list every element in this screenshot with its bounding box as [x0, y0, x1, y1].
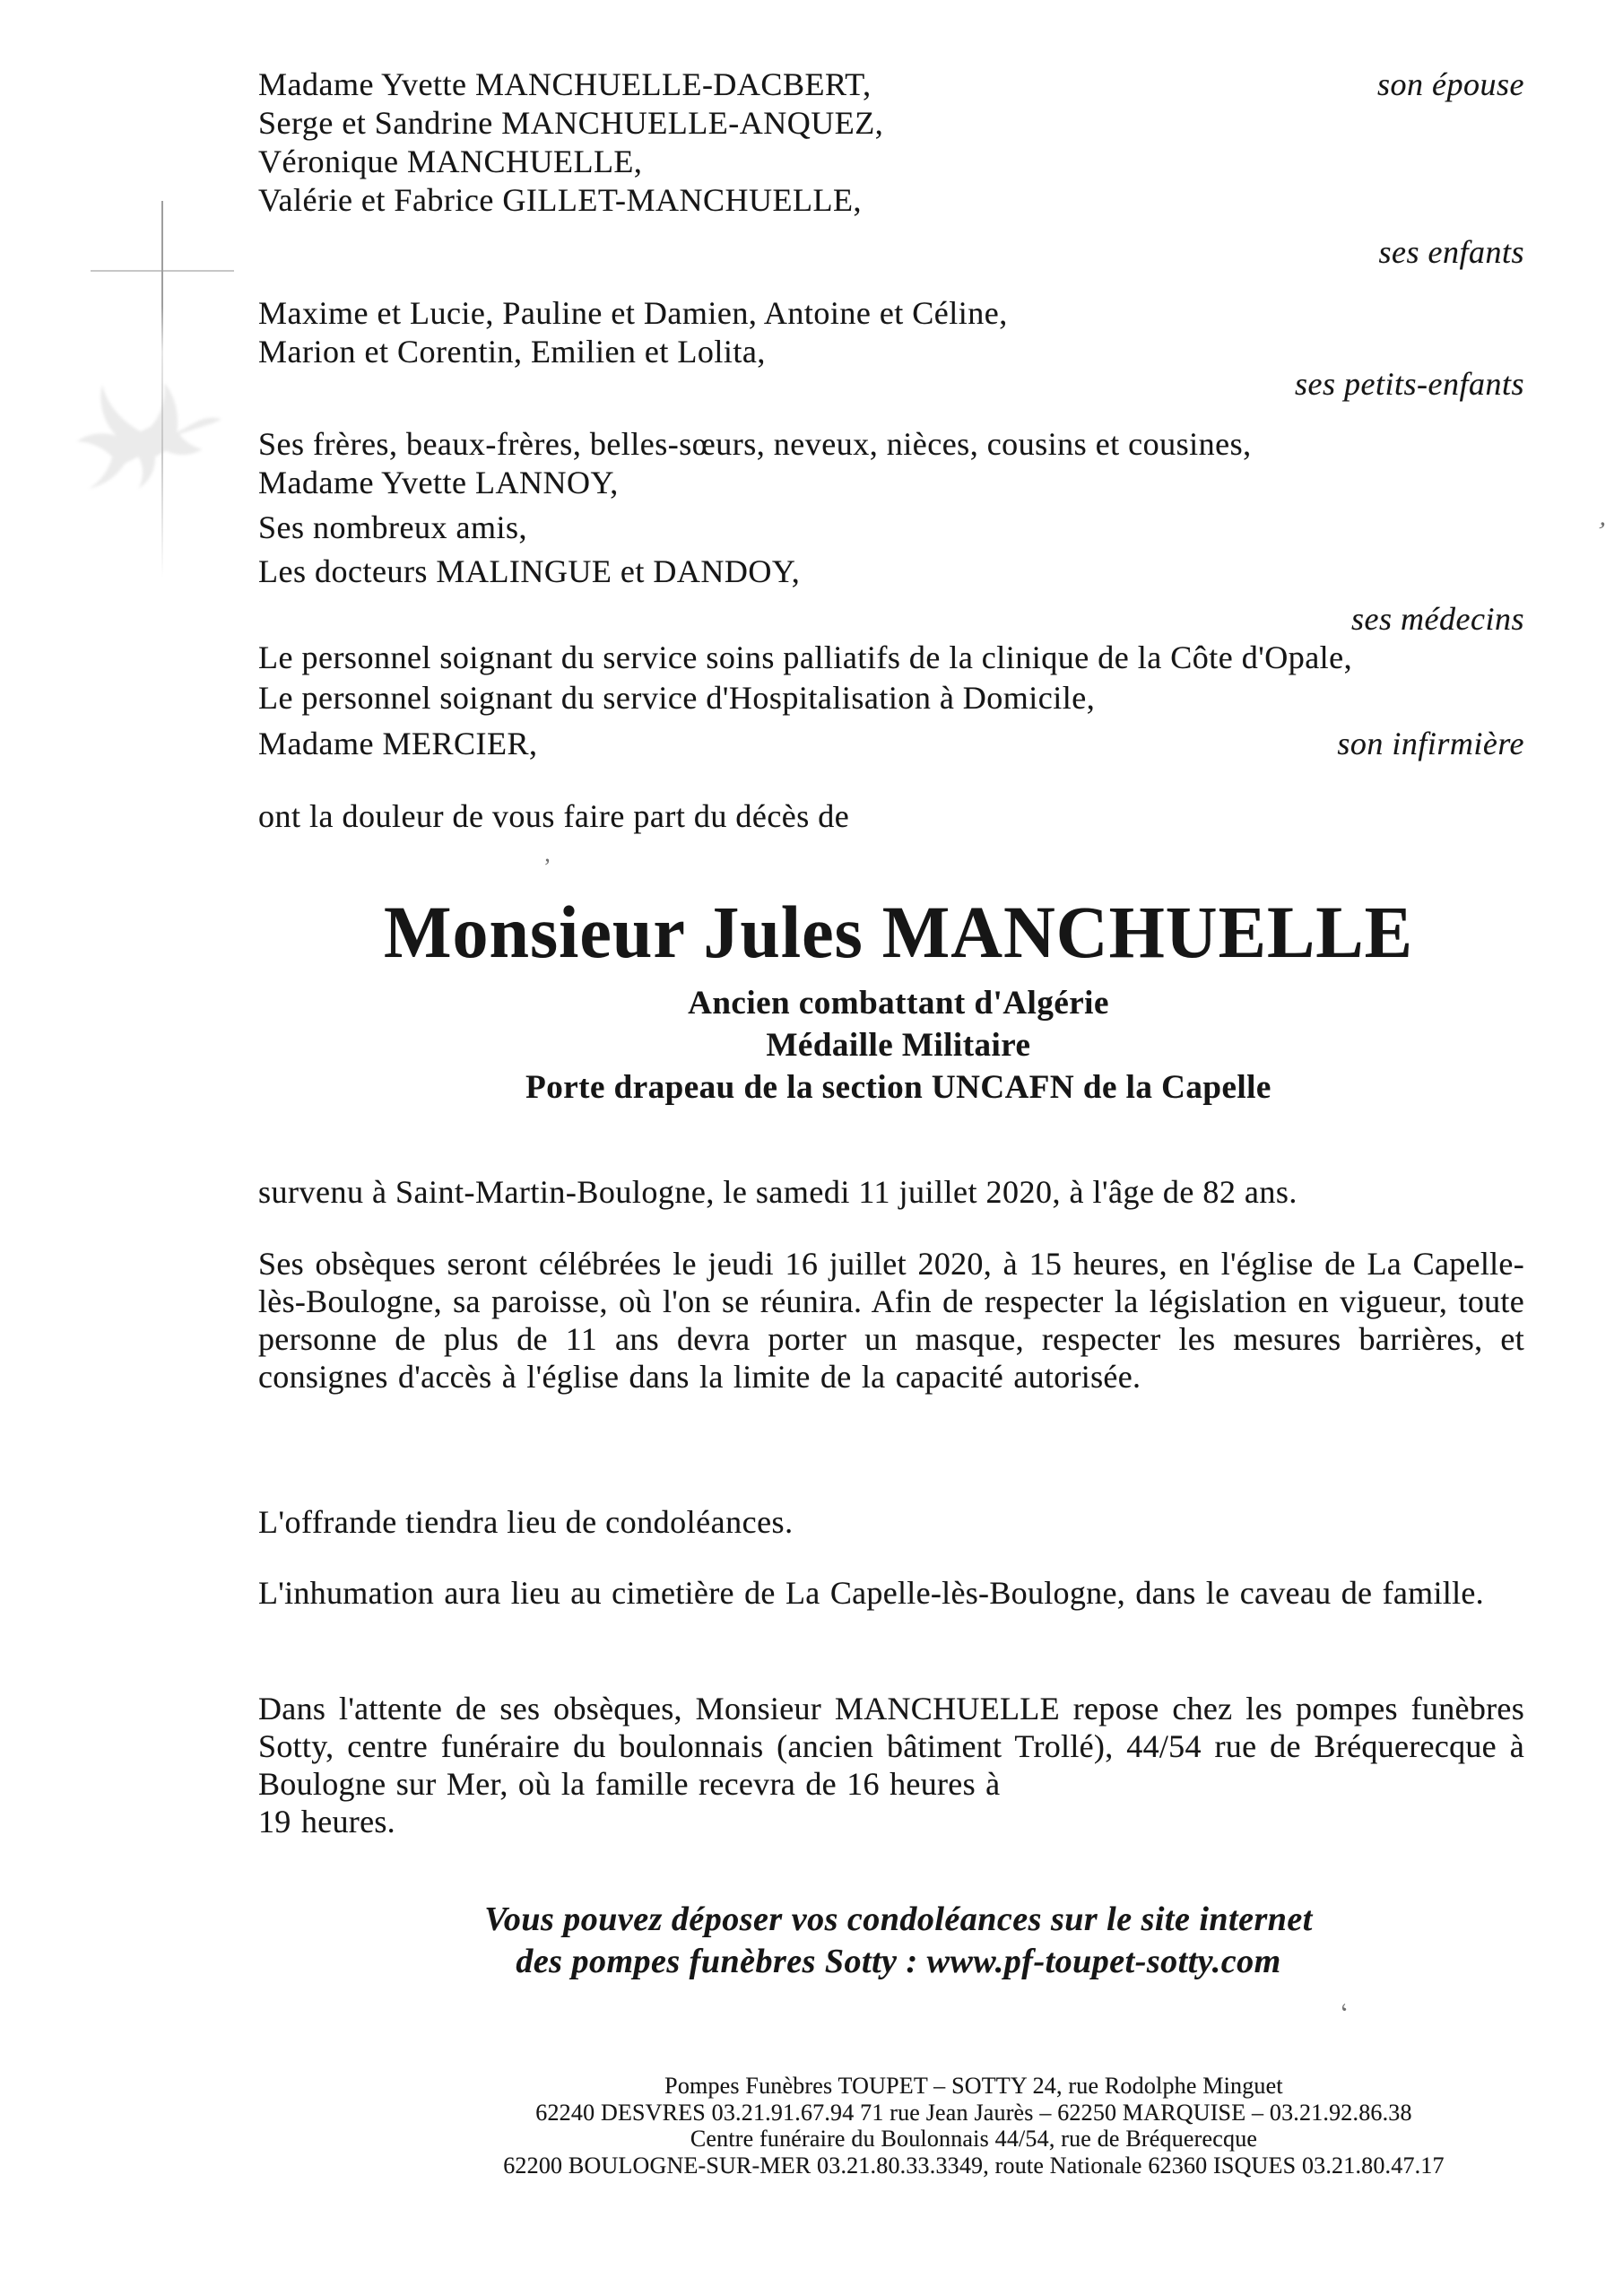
announcement-text: ont la douleur de vous faire part du décès de: [258, 798, 850, 834]
burial-paragraph: L'inhumation aura lieu au cimetière de La Capelle-lès-Boulogne, dans le caveau de famille.: [258, 1575, 1484, 1611]
mourner-name: Les docteurs MALINGUE et DANDOY,: [258, 553, 801, 589]
mourner-line-spouse: [258, 65, 1524, 104]
repose-paragraph: [258, 1690, 1524, 1840]
ink-speck: ’: [1593, 516, 1609, 547]
ceremony-paragraph: Ses obsèques seront célébrées le jeudi 16 juillet 2020, à 15 heures, en l'église de La Capelle-lès-Boulogne, sa paroisse, où l'on se réunira. Afin de respecter la législation en vigueur, toute personne de plus de 11 ans devra porter un masque, respecter les mesures barrières, et consignes d'accès à l'église dans la limite de la capacité autorisée.: [258, 1246, 1524, 1395]
mourner-name: Madame Yvette LANNOY,: [258, 465, 619, 500]
mourner-name: Marion et Corentin, Emilien et Lolita,: [258, 334, 766, 370]
deceased-name: Monsieur Jules MANCHUELLE: [383, 891, 1414, 974]
relation-label-spouse: son épouse: [1377, 66, 1524, 102]
repose-tail-text: 19 heures.: [258, 1804, 395, 1839]
condolences-line-1: Vous pouvez déposer vos condoléances sur le site internet: [484, 1900, 1313, 1938]
mourner-name: Véronique MANCHUELLE,: [258, 144, 643, 179]
relation-label-doctors: ses médecins: [1351, 601, 1524, 637]
mourner-name: Valérie et Fabrice GILLET-MANCHUELLE,: [258, 182, 862, 218]
condolences-line-2: des pompes funèbres Sotty : www.pf-toupet-sotty.com: [516, 1943, 1281, 1980]
mourner-name: Madame Yvette MANCHUELLE-DACBERT,: [258, 66, 872, 102]
ink-speck: ‘: [1336, 1997, 1355, 2029]
repose-main-text: Dans l'attente de ses obsèques, Monsieur MANCHUELLE repose chez les pompes funèbres Sotty, centre funéraire du boulonnais (ancien bâtiment Trollé), 44/54 rue de Bréquerecque à Boulogne sur Mer, où la famille recevra de 16 heures à: [258, 1691, 1524, 1802]
relation-label-nurse: son infirmière: [1337, 726, 1524, 761]
mourner-name: Le personnel soignant du service d'Hospitalisation à Domicile,: [258, 680, 1096, 716]
mourner-name: Ses nombreux amis,: [258, 509, 527, 545]
death-notice: survenu à Saint-Martin-Boulogne, le samedi 11 juillet 2020, à l'âge de 82 ans.: [258, 1174, 1298, 1210]
ink-speck: ’: [543, 854, 551, 880]
dove-watermark-icon: [56, 366, 226, 500]
mourner-line-nurse: [258, 725, 1524, 763]
deceased-title-flagbearer: Porte drapeau de la section UNCAFN de la Capelle: [525, 1069, 1271, 1106]
footer-address-line: Centre funéraire du Boulonnais 44/54, rue de Bréquerecque: [690, 2126, 1258, 2152]
mourner-name: Serge et Sandrine MANCHUELLE-ANQUEZ,: [258, 105, 884, 141]
offering-line: L'offrande tiendra lieu de condoléances.: [258, 1504, 794, 1540]
footer-address-line: 62240 DESVRES 03.21.91.67.94 71 rue Jean Jaurès – 62250 MARQUISE – 03.21.92.86.38: [535, 2099, 1412, 2126]
deceased-title-medal: Médaille Militaire: [766, 1027, 1031, 1064]
mourner-name: Madame MERCIER,: [258, 726, 538, 761]
footer-address-line: 62200 BOULOGNE-SUR-MER 03.21.80.33.3349, route Nationale 62360 ISQUES 03.21.80.47.17: [503, 2152, 1445, 2179]
footer-address-line: Pompes Funèbres TOUPET – SOTTY 24, rue Rodolphe Minguet: [664, 2073, 1283, 2099]
mourner-name: Ses frères, beaux-frères, belles-sœurs, neveux, nièces, cousins et cousines,: [258, 426, 1252, 462]
mourner-name: Maxime et Lucie, Pauline et Damien, Antoine et Céline,: [258, 295, 1008, 331]
deceased-title-veteran: Ancien combattant d'Algérie: [688, 985, 1109, 1022]
funeral-home-footer: [325, 2073, 1622, 2179]
mourner-name: Le personnel soignant du service soins palliatifs de la clinique de la Côte d'Opale,: [258, 639, 1353, 675]
relation-label-children: ses enfants: [1378, 234, 1524, 270]
relation-label-grandchildren: ses petits-enfants: [1295, 366, 1524, 402]
